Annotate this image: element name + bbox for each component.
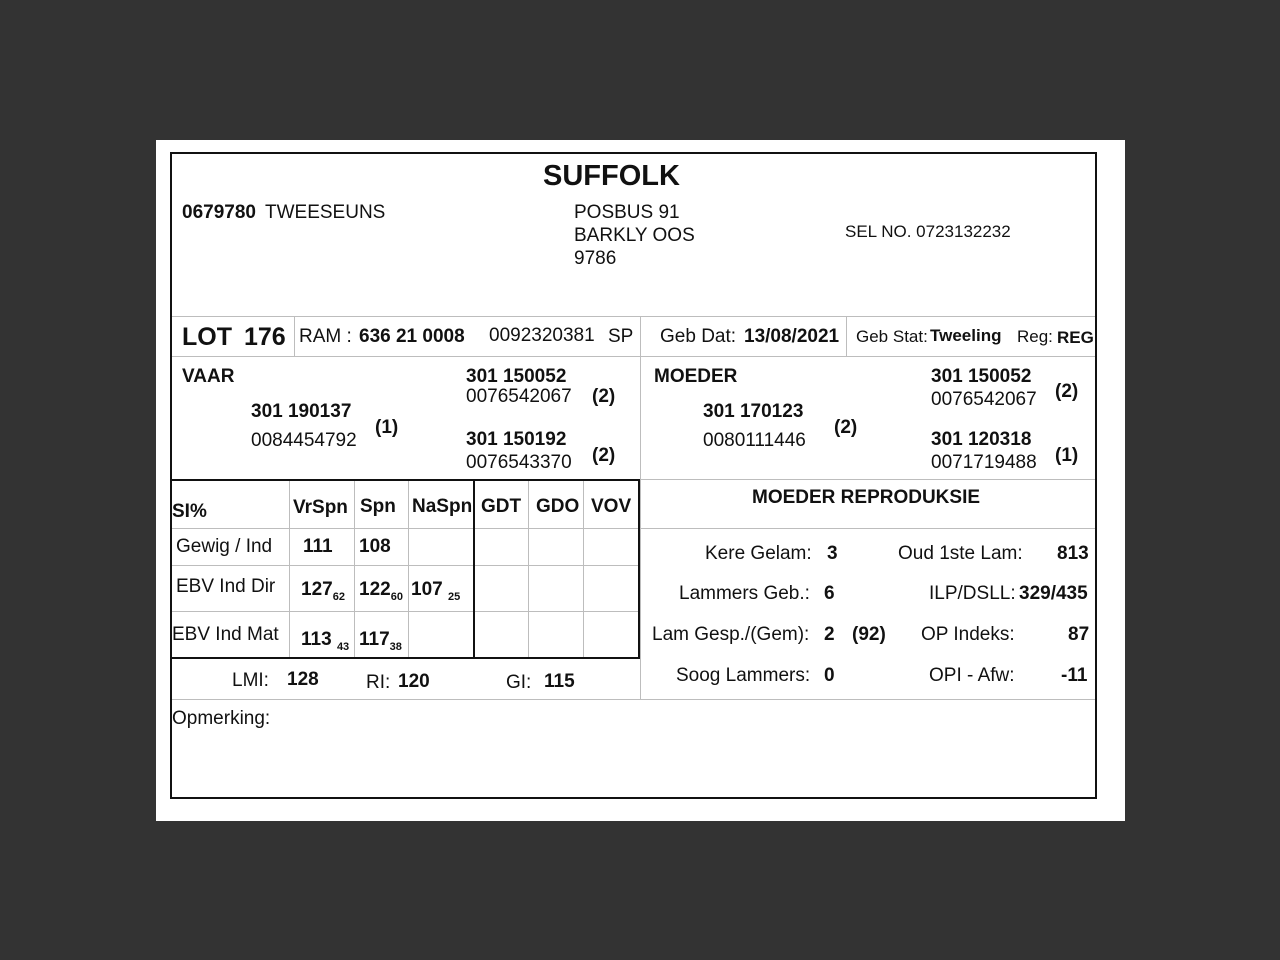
ilp-label: ILP/DSLL:: [929, 583, 1016, 604]
sire-reg: 0084454792: [251, 430, 357, 451]
ebv-dir-vrspn: $127_{62}$: [301, 579, 345, 603]
birth-date: 13/08/2021: [744, 326, 840, 347]
col-header-naspn: NaSpn: [412, 496, 473, 517]
ebv-dir-naspn-accuracy: 25: [447, 591, 461, 603]
breeder-name: TWEESEUNS: [265, 202, 386, 223]
soog-value: 0: [824, 665, 835, 686]
weight-vrspn: 111: [303, 536, 333, 557]
ram-reg-code: 0092320381: [489, 325, 595, 346]
weight-spn: 108: [359, 536, 391, 557]
sale-lot-card: [170, 152, 1097, 799]
birth-status: Tweeling: [930, 326, 1002, 345]
dam-label: MOEDER: [654, 366, 738, 387]
kere-gelam-label: Kere Gelam:: [705, 543, 812, 564]
remarks-label: Opmerking:: [172, 708, 271, 729]
divider: [172, 528, 1095, 529]
sire-dam-id: 301 150192: [466, 429, 567, 450]
ebv-mat-vrspn-accuracy: 43: [336, 641, 350, 653]
reg-value: REG: [1057, 328, 1094, 347]
lmi-label: LMI:: [232, 670, 269, 691]
ri-value: 120: [398, 671, 430, 692]
sire-id: 301 190137: [251, 401, 352, 422]
sire-rank: (1): [375, 417, 399, 438]
gi-value: 115: [544, 671, 575, 692]
sire-dam-reg: 0076543370: [466, 452, 572, 473]
birth-date-label: Geb Dat:: [660, 326, 737, 347]
ebv-dir-naspn: 107 $_{25}$: [411, 579, 461, 603]
sire-sire-id: 301 150052: [466, 366, 567, 387]
dam-reg: 0080111446: [703, 430, 806, 451]
ebv-dir-spn-accuracy: 60: [390, 591, 403, 603]
ebv-dir-vrspn-accuracy: 62: [332, 591, 345, 603]
op-value: 87: [1068, 624, 1090, 645]
address-postcode: 9786: [574, 248, 617, 269]
ilp-value: 329/435: [1019, 583, 1088, 604]
divider: [172, 316, 1095, 317]
ebv-mat-spn: $117_{38}$: [359, 629, 402, 653]
divider: [846, 316, 847, 356]
col-header-vov: VOV: [591, 496, 632, 517]
ebv-dir-spn: $122_{60}$: [359, 579, 403, 603]
divider: [172, 356, 1095, 357]
opi-label: OPI - Afw:: [929, 665, 1015, 686]
oud-value: 813: [1057, 543, 1089, 564]
ram-id: 636 21 0008: [359, 326, 465, 347]
divider: [408, 481, 409, 657]
row-label-ebv-mat: EBV Ind Mat: [172, 624, 279, 645]
lot-label: LOT: [182, 323, 232, 351]
col-header-spn: Spn: [360, 496, 396, 517]
oud-label: Oud 1ste Lam:: [898, 543, 1023, 564]
dam-dam-rank: (1): [1055, 445, 1079, 466]
ram-sp: SP: [608, 326, 634, 347]
dam-dam-reg: 0071719488: [931, 452, 1037, 473]
kere-gelam-value: 3: [827, 543, 838, 564]
col-header-vrspn: VrSpn: [293, 497, 348, 518]
divider: [528, 481, 529, 657]
phone-number: SEL NO. 0723132232: [845, 222, 1011, 241]
lam-gesp-value: 2: [824, 624, 835, 645]
table-border: [473, 481, 475, 659]
lam-gesp-avg: (92): [852, 624, 886, 645]
ebv-mat-vrspn: 113 $_{43}$: [301, 629, 350, 653]
divider: [583, 481, 584, 657]
ri-label: RI:: [366, 672, 391, 693]
dam-rank: (2): [834, 417, 858, 438]
divider: [354, 481, 355, 657]
breeder-code: 0679780: [182, 202, 256, 223]
lam-gesp-label: Lam Gesp./(Gem):: [652, 624, 810, 645]
address-line-1: POSBUS 91: [574, 202, 680, 223]
soog-label: Soog Lammers:: [676, 665, 811, 686]
dam-sire-rank: (2): [1055, 381, 1079, 402]
ebv-mat-spn-accuracy: 38: [389, 641, 402, 653]
address-line-2: BARKLY OOS: [574, 225, 695, 246]
sire-sire-reg: 0076542067: [466, 386, 572, 407]
lot-number: 176: [244, 323, 286, 351]
col-header-gdt: GDT: [481, 496, 522, 517]
breed-title: SUFFOLK: [543, 160, 680, 192]
dam-sire-reg: 0076542067: [931, 389, 1037, 410]
dam-id: 301 170123: [703, 401, 804, 422]
divider: [640, 316, 641, 700]
row-label-weight: Gewig / Ind: [176, 536, 273, 557]
reg-label: Reg:: [1017, 327, 1053, 346]
lmi-value: 128: [287, 669, 319, 690]
sire-sire-rank: (2): [592, 386, 616, 407]
lammers-geb-label: Lammers Geb.:: [679, 583, 810, 604]
gi-label: GI:: [506, 672, 532, 693]
col-header-si: SI%: [172, 501, 207, 522]
table-border: [172, 479, 639, 481]
table-border: [172, 657, 639, 659]
table-border: [638, 479, 640, 659]
ram-label: RAM :: [299, 326, 352, 347]
op-label: OP Indeks:: [921, 624, 1015, 645]
dam-sire-id: 301 150052: [931, 366, 1032, 387]
divider: [172, 565, 639, 566]
divider: [289, 481, 290, 657]
dam-dam-id: 301 120318: [931, 429, 1032, 450]
col-header-gdo: GDO: [536, 496, 580, 517]
sire-dam-rank: (2): [592, 445, 616, 466]
opi-value: -11: [1061, 665, 1088, 686]
sire-label: VAAR: [182, 366, 235, 387]
divider: [172, 699, 1095, 700]
divider: [172, 611, 639, 612]
row-label-ebv-dir: EBV Ind Dir: [176, 576, 276, 597]
birth-status-label: Geb Stat:: [856, 327, 928, 346]
lammers-geb-value: 6: [824, 583, 835, 604]
reproduction-title: MOEDER REPRODUKSIE: [752, 487, 981, 508]
divider: [640, 479, 1095, 480]
divider: [294, 316, 295, 356]
